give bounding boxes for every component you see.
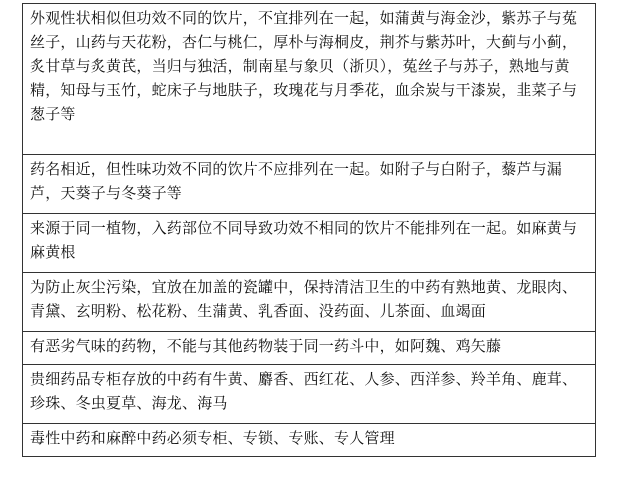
table-cell-rule-5: 有恶劣气味的药物，不能与其他药物装于同一药斗中，如阿魏、鸡矢藤 bbox=[23, 332, 596, 365]
storage-rules-table bbox=[22, 3, 596, 457]
table-cell-rule-6: 贵细药品专柜存放的中药有牛黄、麝香、西红花、人参、西洋参、羚羊角、鹿茸、珍珠、冬虫夏草、海龙、海马 bbox=[23, 365, 596, 424]
table-row bbox=[23, 4, 596, 155]
table-cell-rule-7: 毒性中药和麻醉中药必须专柜、专锁、专账、专人管理 bbox=[23, 424, 596, 457]
table-row bbox=[23, 424, 596, 457]
table-row bbox=[23, 214, 596, 273]
table-row bbox=[23, 273, 596, 332]
table-row bbox=[23, 365, 596, 424]
table-row bbox=[23, 332, 596, 365]
table-cell-rule-1: 外观性状相似但功效不同的饮片，不宜排列在一起，如蒲黄与海金沙，紫苏子与菟丝子，山药与天花粉，杏仁与桃仁，厚朴与海桐皮，荆芥与紫苏叶，大蓟与小蓟，炙甘草与炙黄芪，当归与独活，制南星与象贝（浙贝），菟丝子与苏子，熟地与黄精，知母与玉竹，蛇床子与地肤子，玫瑰花与月季花，血余炭与干漆炭，韭菜子与葱子等 bbox=[23, 4, 596, 155]
table-cell-rule-4: 为防止灰尘污染，宜放在加盖的瓷罐中，保持清洁卫生的中药有熟地黄、龙眼肉、青黛、玄明粉、松花粉、生蒲黄、乳香面、没药面、儿茶面、血竭面 bbox=[23, 273, 596, 332]
table-cell-rule-2: 药名相近，但性味功效不同的饮片不应排列在一起。如附子与白附子，藜芦与漏芦，天葵子与冬葵子等 bbox=[23, 155, 596, 214]
table-row bbox=[23, 155, 596, 214]
table-cell-rule-3: 来源于同一植物，入药部位不同导致功效不相同的饮片不能排列在一起。如麻黄与麻黄根 bbox=[23, 214, 596, 273]
storage-rules-table-container bbox=[22, 3, 596, 457]
